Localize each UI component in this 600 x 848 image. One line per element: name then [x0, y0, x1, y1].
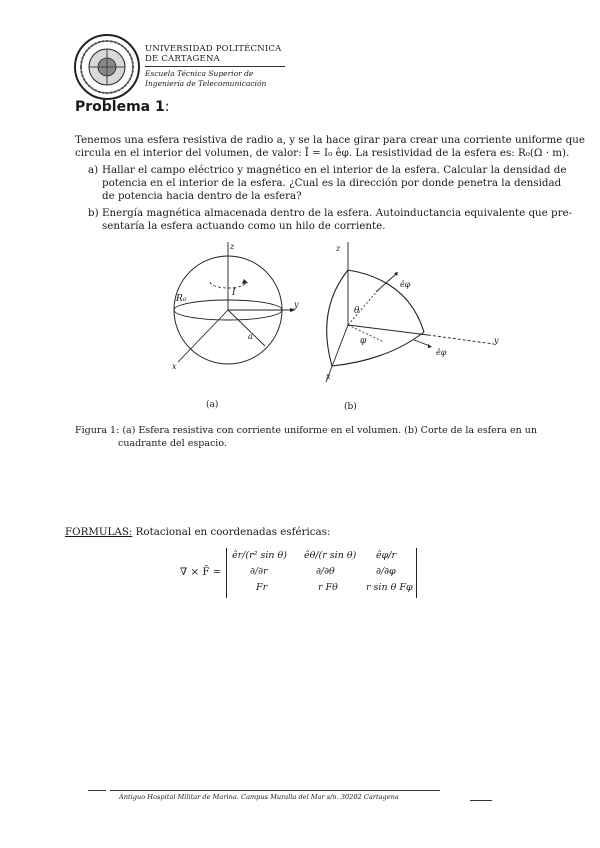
- intro-line-1: Tenemos una esfera resistiva de radio a, y se la hace girar para crear una corriente uniforme que: [75, 134, 585, 146]
- fig-a-r0-label: R₀: [176, 294, 187, 304]
- matrix-cell-r2c2: ∂/∂θ: [316, 566, 335, 577]
- problem-title-colon: :: [164, 99, 170, 115]
- fig-b-theta-label: θ: [354, 306, 360, 316]
- figure-a-sphere: [160, 238, 310, 378]
- fig-b-z-label: z: [336, 244, 341, 253]
- fig-a-radius-label: a: [248, 332, 253, 341]
- footer-address: Antiguo Hospital Militar de Marina. Campus Muralla del Mar s/n. 30202 Cartagena: [119, 793, 399, 801]
- footer-rule-right-short: [470, 800, 492, 801]
- figure-caption-line-2: cuadrante del espacio.: [118, 438, 227, 449]
- matrix-cell-r3c2: r Fθ: [318, 582, 338, 593]
- item-b-line-1: Energía magnética almacenada dentro de la esfera. Autoinductancia equivalente que pre-: [102, 207, 573, 219]
- item-b-marker: b): [88, 207, 99, 219]
- item-b-line-2: sentaría la esfera actuando como un hilo de corriente.: [102, 220, 386, 232]
- figure-sublabel-a: (a): [206, 400, 219, 410]
- problem-title: [75, 99, 169, 115]
- fig-a-x-label: x: [172, 362, 177, 371]
- matrix-cell-r3c1: Fr: [256, 582, 268, 593]
- fig-a-current-label: I: [232, 288, 236, 298]
- footer-rule-left-short: [88, 790, 106, 791]
- curl-lhs: ∇ × F̄ =: [180, 566, 222, 578]
- intro-line-2: circula en el interior del volumen, de valor: Ī = I₀ êφ. La resistividad de la esfera es: R₀(Ω · m).: [75, 147, 570, 159]
- item-a-marker: a): [88, 164, 99, 176]
- fig-b-ephi-bottom-label: êφ: [436, 348, 447, 357]
- matrix-cell-r1c2: êθ/(r sin θ): [304, 550, 357, 561]
- formulas-heading-rest: Rotacional en coordenadas esféricas:: [132, 526, 331, 538]
- figure-b-octant: [318, 240, 508, 385]
- fig-b-x-label: x: [326, 372, 331, 381]
- fig-a-z-label: z: [230, 242, 235, 251]
- problem-title-text: Problema 1: [75, 99, 165, 115]
- matrix-cell-r1c1: êr/(r² sin θ): [232, 550, 287, 561]
- school-name-line1: Escuela Técnica Superior de: [145, 69, 254, 78]
- fig-b-phi-label: φ: [360, 336, 367, 346]
- formulas-heading: [65, 526, 330, 539]
- matrix-cell-r1c3: êφ/r: [376, 550, 397, 561]
- figure-sublabel-b: (b): [344, 402, 357, 412]
- university-name-line1: UNIVERSIDAD POLITÉCNICA: [145, 44, 282, 54]
- school-name-line2: Ingeniería de Telecomunicación: [145, 79, 267, 88]
- university-seal-logo: [73, 33, 141, 101]
- fig-a-y-label: y: [294, 300, 299, 309]
- matrix-cell-r2c3: ∂/∂φ: [376, 566, 396, 577]
- matrix-cell-r2c1: ∂/∂r: [250, 566, 268, 577]
- fig-b-y-label: y: [494, 336, 499, 345]
- determinant-left-bar: [226, 548, 227, 598]
- header-rule: [145, 66, 285, 67]
- fig-b-ephi-top-label: êφ: [400, 280, 411, 289]
- determinant-right-bar: [416, 548, 417, 598]
- item-a-line-1: Hallar el campo eléctrico y magnético en el interior de la esfera. Calcular la densidad de: [102, 164, 567, 176]
- item-a-line-2: potencia en el interior de la esfera. ¿Cual es la dirección por donde penetra la densidad: [102, 177, 562, 189]
- item-a-line-3: de potencia hacia dentro de la esfera?: [102, 190, 302, 202]
- matrix-cell-r3c3: r sin θ Fφ: [366, 582, 413, 593]
- university-name-line2: DE CARTAGENA: [145, 54, 220, 64]
- figure-caption-line-1: Figura 1: (a) Esfera resistiva con corriente uniforme en el volumen. (b) Corte de la esfera en un: [75, 425, 537, 436]
- curl-determinant: [226, 548, 418, 598]
- formulas-heading-label: FORMULAS:: [65, 526, 133, 538]
- footer-rule: [110, 790, 440, 791]
